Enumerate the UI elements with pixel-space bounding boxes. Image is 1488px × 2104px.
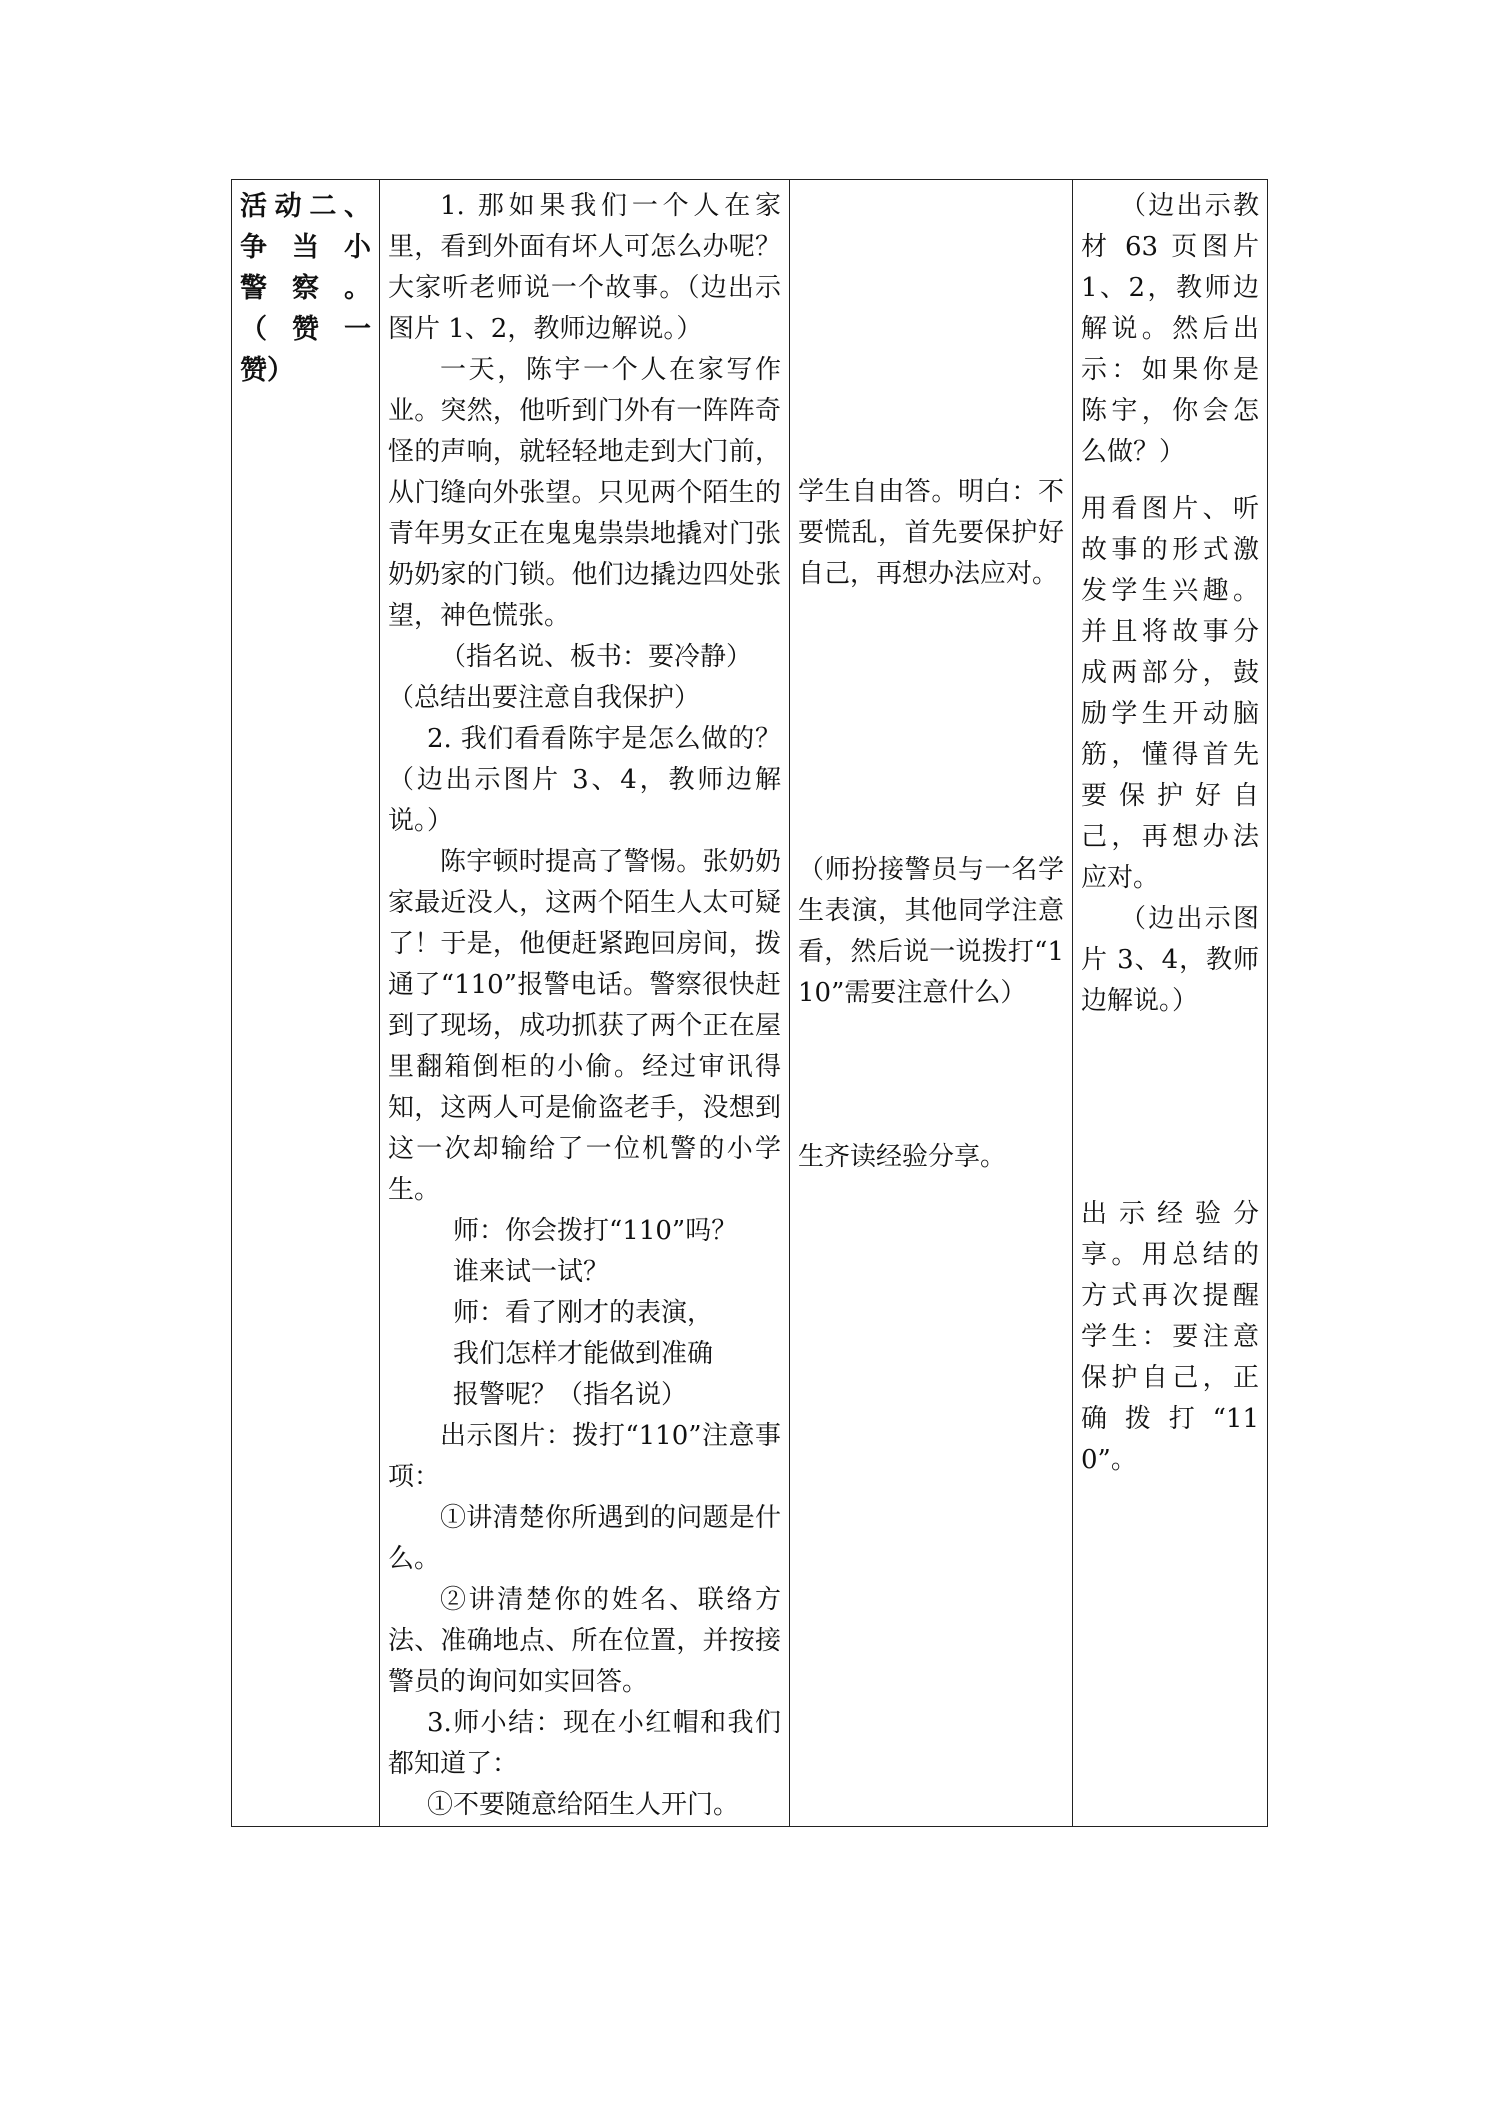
activity-title-line: 争 当 小 xyxy=(240,232,371,263)
activity-title-line: 警 察 。 xyxy=(240,273,371,304)
student-paragraph: （师扮接警员与一名学生表演，其他同学注意看，然后说一说拨打“110”需要注意什么） xyxy=(798,855,1064,1008)
activity-title-cell xyxy=(232,180,380,1827)
teacher-paragraph: 陈宇顿时提高了警惕。张奶奶家最近没人，这两个陌生人太可疑了！于是，他便赶紧跑回房间，拨通了“110”报警电话。警察很快赶到了现场，成功抓获了两个正在屋里翻箱倒柜的小偷。经过审讯得知，这两人可是偷盗老手，没想到这一次却输给了一位机警的小学生。 xyxy=(388,847,781,1205)
student-activity-cell xyxy=(790,180,1073,1827)
spacer xyxy=(798,186,1064,472)
teacher-paragraph: 1. 那如果我们一个人在家里，看到外面有坏人可怎么办呢？大家听老师说一个故事。（边出示图片 1、2，教师边解说。） xyxy=(388,191,781,344)
teacher-paragraph: 一天，陈宇一个人在家写作业。突然，他听到门外有一阵阵奇怪的声响，就轻轻地走到大门前，从门缝向外张望。只见两个陌生的青年男女正在鬼鬼祟祟地撬对门张奶奶家的门锁。他们边撬边四处张望，神色慌张。 xyxy=(388,355,781,631)
teacher-paragraph: 报警呢？（指名说） xyxy=(453,1380,688,1410)
table-row xyxy=(232,180,1268,1827)
intent-paragraph: （边出示图片 3、4，教师边解说。） xyxy=(1081,904,1259,1016)
teacher-paragraph: ①讲清楚你所遇到的问题是什么。 xyxy=(388,1503,781,1574)
teacher-paragraph: 我们怎样才能做到准确 xyxy=(453,1339,714,1369)
student-paragraph: 生齐读经验分享。 xyxy=(798,1142,1007,1172)
teacher-paragraph: （总结出要注意自我保护） xyxy=(388,683,701,713)
spacer xyxy=(1081,1022,1259,1194)
intent-paragraph: 用看图片、听故事的形式激发学生兴趣。并且将故事分成两部分，鼓励学生开动脑筋，懂得首先要保护好自己，再想办法应对。 xyxy=(1081,494,1259,893)
teacher-paragraph: 2. 我们看看陈宇是怎么做的？（边出示图片 3、4，教师边解说。） xyxy=(388,724,781,836)
spacer xyxy=(798,1014,1064,1137)
teacher-paragraph: 师：你会拨打“110”吗？ xyxy=(453,1216,738,1246)
spacer xyxy=(1081,473,1259,489)
teacher-paragraph: ②讲清楚你的姓名、联络方法、准确地点、所在位置，并按接警员的询问如实回答。 xyxy=(388,1585,781,1697)
teacher-paragraph: 师：看了刚才的表演， xyxy=(453,1298,714,1328)
intent-paragraph: 出示经验分享。用总结的方式再次提醒学生：要注意保护自己，正确拨打“110”。 xyxy=(1081,1199,1259,1475)
intent-paragraph: （边出示教材 63 页图片 1、2，教师边解说。然后出示：如果你是陈宇，你会怎么做？） xyxy=(1081,191,1259,467)
lesson-plan-table xyxy=(231,179,1268,1827)
activity-title-line: 活动二、 xyxy=(240,191,371,222)
design-intent-cell xyxy=(1073,180,1268,1827)
teacher-paragraph: 3.师小结：现在小红帽和我们都知道了： xyxy=(388,1708,781,1779)
teacher-activity-cell xyxy=(380,180,790,1827)
activity-title-line: 赞） xyxy=(240,355,294,386)
teacher-paragraph: （指名说、板书：要冷静） xyxy=(440,642,753,672)
activity-title xyxy=(240,186,371,391)
teacher-paragraph: 谁来试一试？ xyxy=(453,1257,610,1287)
teacher-paragraph: 出示图片：拨打“110”注意事项： xyxy=(388,1421,781,1492)
activity-title-line: （ 赞 一 xyxy=(240,314,371,345)
teacher-paragraph: ①不要随意给陌生人开门。 xyxy=(427,1790,740,1820)
student-paragraph: 学生自由答。明白：不要慌乱，首先要保护好自己，再想办法应对。 xyxy=(798,477,1064,589)
spacer xyxy=(798,595,1064,850)
